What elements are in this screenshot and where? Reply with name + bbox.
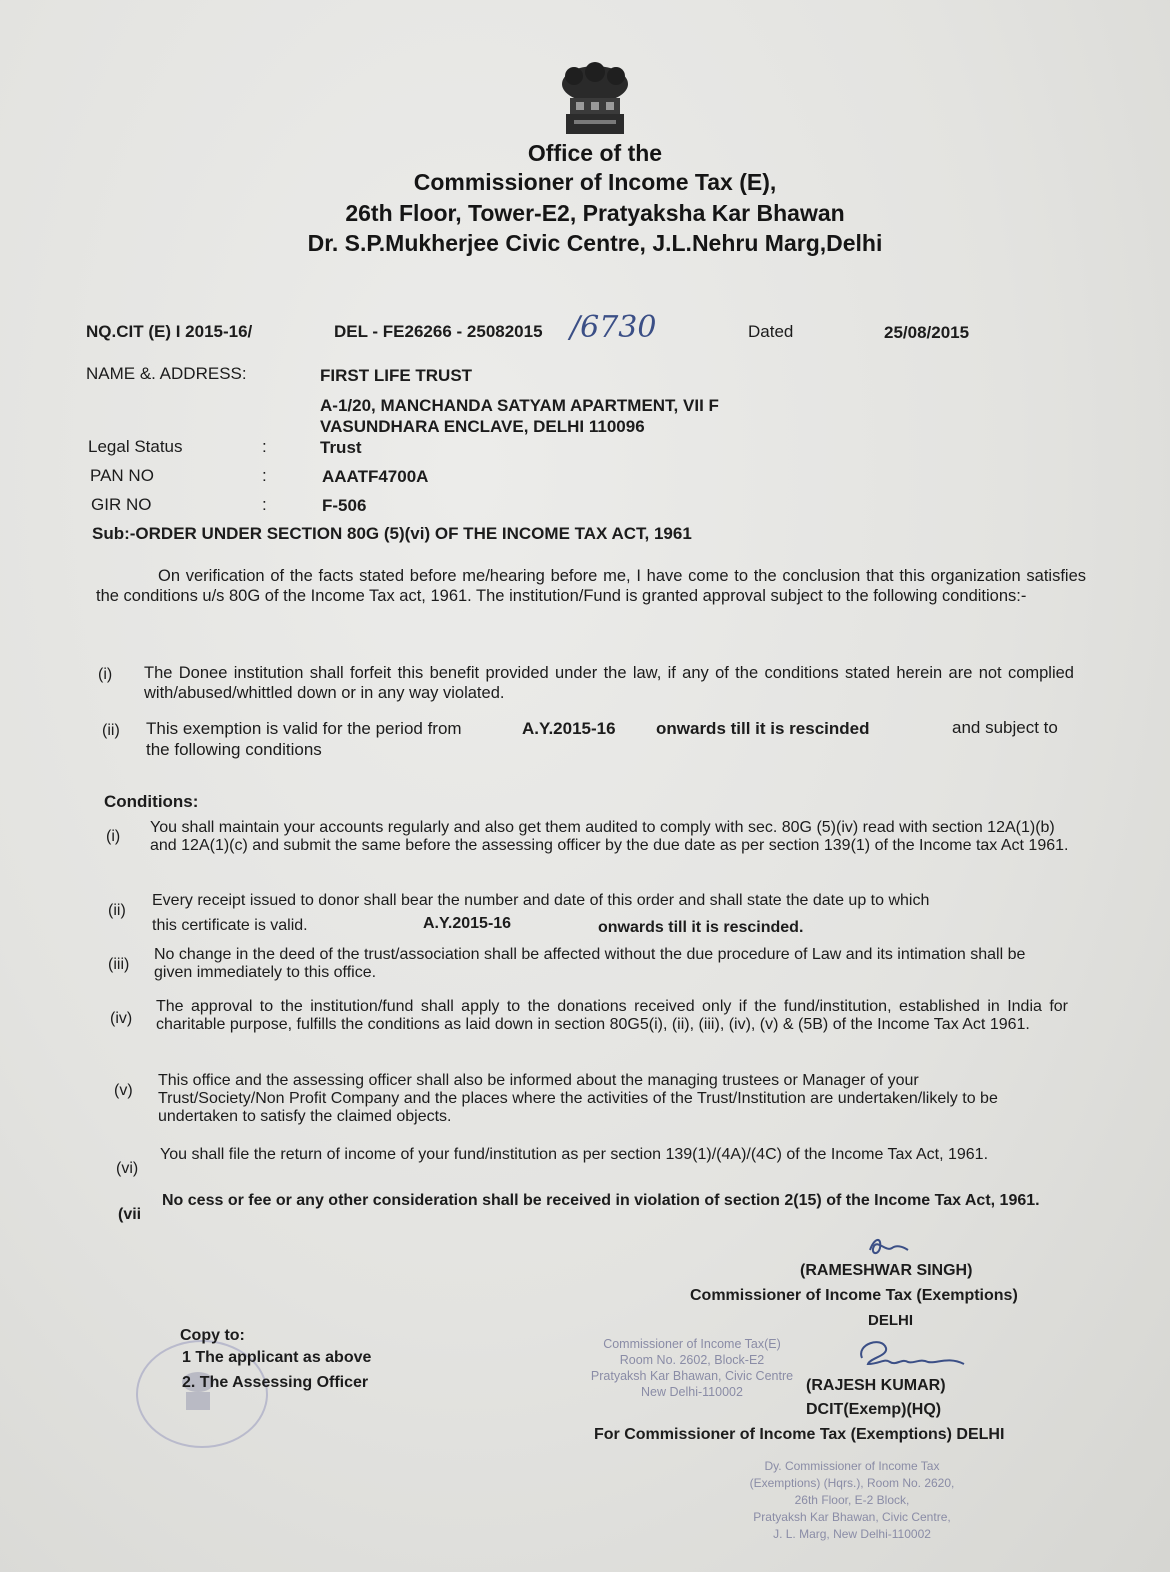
legal-status-label: Legal Status — [88, 437, 183, 456]
header-address: Dr. S.P.Mukherjee Civic Centre, J.L.Nehru Marg,Delhi — [307, 230, 883, 256]
gir-colon: : — [262, 495, 267, 514]
reference-number: NQ.CIT (E) I 2015-16/ — [86, 322, 253, 341]
stamp-1-line-2: Room No. 2602, Block-E2 — [619, 1353, 765, 1367]
condition-2-ay: A.Y.2015-16 — [423, 915, 512, 932]
legal-status-value: Trust — [320, 438, 362, 457]
condition-2-line2: this certificate is valid. — [152, 917, 308, 934]
condition-2-text: Every receipt issued to donor shall bear the number and date of this order and shall state the date up to which — [152, 892, 930, 909]
applicant-address-2: VASUNDHARA ENCLAVE, DELHI 110096 — [320, 417, 645, 436]
signatory-1-title: Commissioner of Income Tax (Exemptions) — [690, 1287, 1018, 1304]
point-2-number: (ii) — [102, 722, 120, 739]
header-floor: 26th Floor, Tower-E2, Pratyaksha Kar Bhawan — [345, 200, 845, 226]
signature-1-icon — [864, 1228, 914, 1260]
stamp-1-line-1: Commissioner of Income Tax(E) — [603, 1337, 781, 1351]
stamp-2-line-4: Pratyaksh Kar Bhawan, Civic Centre, — [753, 1510, 951, 1524]
point-2-post: and subject to — [952, 718, 1058, 737]
point-2-line2: the following conditions — [146, 740, 322, 759]
signatory-2-for: For Commissioner of Income Tax (Exemptions) DELHI — [594, 1426, 1005, 1443]
intro-paragraph: On verification of the facts stated before me/hearing before me, I have come to the conclusion that this organization satisfies the conditions u/s 80G of the Income Tax act, 1961. The institution/Fund is granted approval subject to the following conditions:- — [96, 567, 1086, 605]
name-address-label: NAME &. ADDRESS: — [86, 364, 247, 383]
point-2-mid: onwards till it is rescinded — [656, 719, 870, 738]
condition-3-text: No change in the deed of the trust/association shall be affected without the due procedure of Law and its intimation shall be given immediately to this office. — [154, 946, 1026, 981]
condition-4-text: The approval to the institution/fund shall apply to the donations received only if the fund/institution, established in India for charitable purpose, fulfills the conditions as laid down in section 80G5(i), (ii), (iii), (iv), (v) & (5B) of the Income Tax Act 1961. — [156, 998, 1068, 1033]
point-1-text: The Donee institution shall forfeit this benefit provided under the law, if any of the conditions stated herein are not complied with/abused/whittled down or in any way violated. — [144, 664, 1074, 702]
conditions-title: Conditions: — [104, 792, 199, 811]
stamp-1-line-4: New Delhi-110002 — [641, 1385, 743, 1399]
applicant-address-1: A-1/20, MANCHANDA SATYAM APARTMENT, VII F — [320, 396, 719, 415]
stamp-1-line-3: Pratyaksh Kar Bhawan, Civic Centre — [590, 1369, 794, 1383]
stamp-2-line-2: (Exemptions) (Hqrs.), Room No. 2620, — [749, 1476, 955, 1490]
signatory-1-place: DELHI — [868, 1312, 913, 1329]
condition-5-text: This office and the assessing officer shall also be informed about the managing trustees or Manager of your Trust/Society/Non Profit Company and the places where the activities of the Trust/Institution are undertaken/likely to be undertaken to satisfy the claimed objects. — [158, 1072, 998, 1125]
dated-label: Dated — [748, 322, 794, 341]
legal-status-colon: : — [262, 437, 267, 456]
condition-5-number: (v) — [114, 1082, 133, 1099]
stamp-dy-commissioner — [722, 1458, 982, 1543]
pan-label: PAN NO — [90, 466, 154, 485]
national-emblem-icon — [556, 62, 634, 138]
condition-6-number: (vi) — [116, 1160, 139, 1177]
handwritten-number: /6730 — [570, 310, 657, 345]
point-2-ay: A.Y.2015-16 — [522, 719, 616, 738]
stamp-2-line-5: J. L. Marg, New Delhi-110002 — [773, 1527, 931, 1541]
condition-6-text: You shall file the return of income of your fund/institution as per section 139(1)/(4A)/(4C) of the Income Tax Act, 1961. — [160, 1146, 989, 1163]
stamp-commissioner — [574, 1336, 810, 1400]
condition-7-text: No cess or fee or any other consideration shall be received in violation of section 2(15) of the Income Tax Act, 1961. — [162, 1192, 1040, 1209]
applicant-name: FIRST LIFE TRUST — [320, 366, 473, 385]
signatory-1-name: (RAMESHWAR SINGH) — [800, 1262, 973, 1279]
pan-colon: : — [262, 466, 267, 485]
condition-1-number: (i) — [106, 828, 121, 845]
stamp-2-line-1: Dy. Commissioner of Income Tax — [764, 1459, 940, 1473]
copy-to-item-1: 1 The applicant as above — [182, 1349, 372, 1366]
point-1-number: (i) — [98, 666, 113, 683]
copy-to-title: Copy to: — [180, 1327, 245, 1344]
signatory-2-name: (RAJESH KUMAR) — [806, 1377, 946, 1394]
condition-2-number: (ii) — [108, 902, 126, 919]
reference-code: DEL - FE26266 - 25082015 — [334, 322, 543, 341]
order-date: 25/08/2015 — [884, 323, 970, 342]
condition-4-number: (iv) — [110, 1010, 133, 1027]
condition-3-number: (iii) — [108, 956, 130, 973]
pan-value: AAATF4700A — [322, 467, 429, 486]
signature-2-icon — [852, 1334, 972, 1376]
header-commissioner: Commissioner of Income Tax (E), — [413, 169, 777, 195]
subject-line: Sub:-ORDER UNDER SECTION 80G (5)(vi) OF THE INCOME TAX ACT, 1961 — [92, 524, 692, 543]
point-2-pre: This exemption is valid for the period from — [146, 719, 462, 738]
copy-to-item-2: 2. The Assessing Officer — [182, 1374, 369, 1391]
signatory-2-title: DCIT(Exemp)(HQ) — [806, 1401, 942, 1418]
stamp-2-line-3: 26th Floor, E-2 Block, — [794, 1493, 910, 1507]
condition-7-number: (vii — [118, 1206, 142, 1223]
header-office: Office of the — [527, 140, 663, 166]
gir-value: F-506 — [322, 496, 367, 515]
gir-label: GIR NO — [91, 495, 152, 514]
condition-1-text: You shall maintain your accounts regularly and also get them audited to comply with sec. 80G (5)(iv) read with section 12A(1)(b) and 12A(1)(c) and submit the same before the assessing officer by the due date as per section 139(1) of the Income tax Act 1961. — [150, 819, 1069, 854]
condition-2-tail: onwards till it is rescinded. — [598, 919, 804, 936]
